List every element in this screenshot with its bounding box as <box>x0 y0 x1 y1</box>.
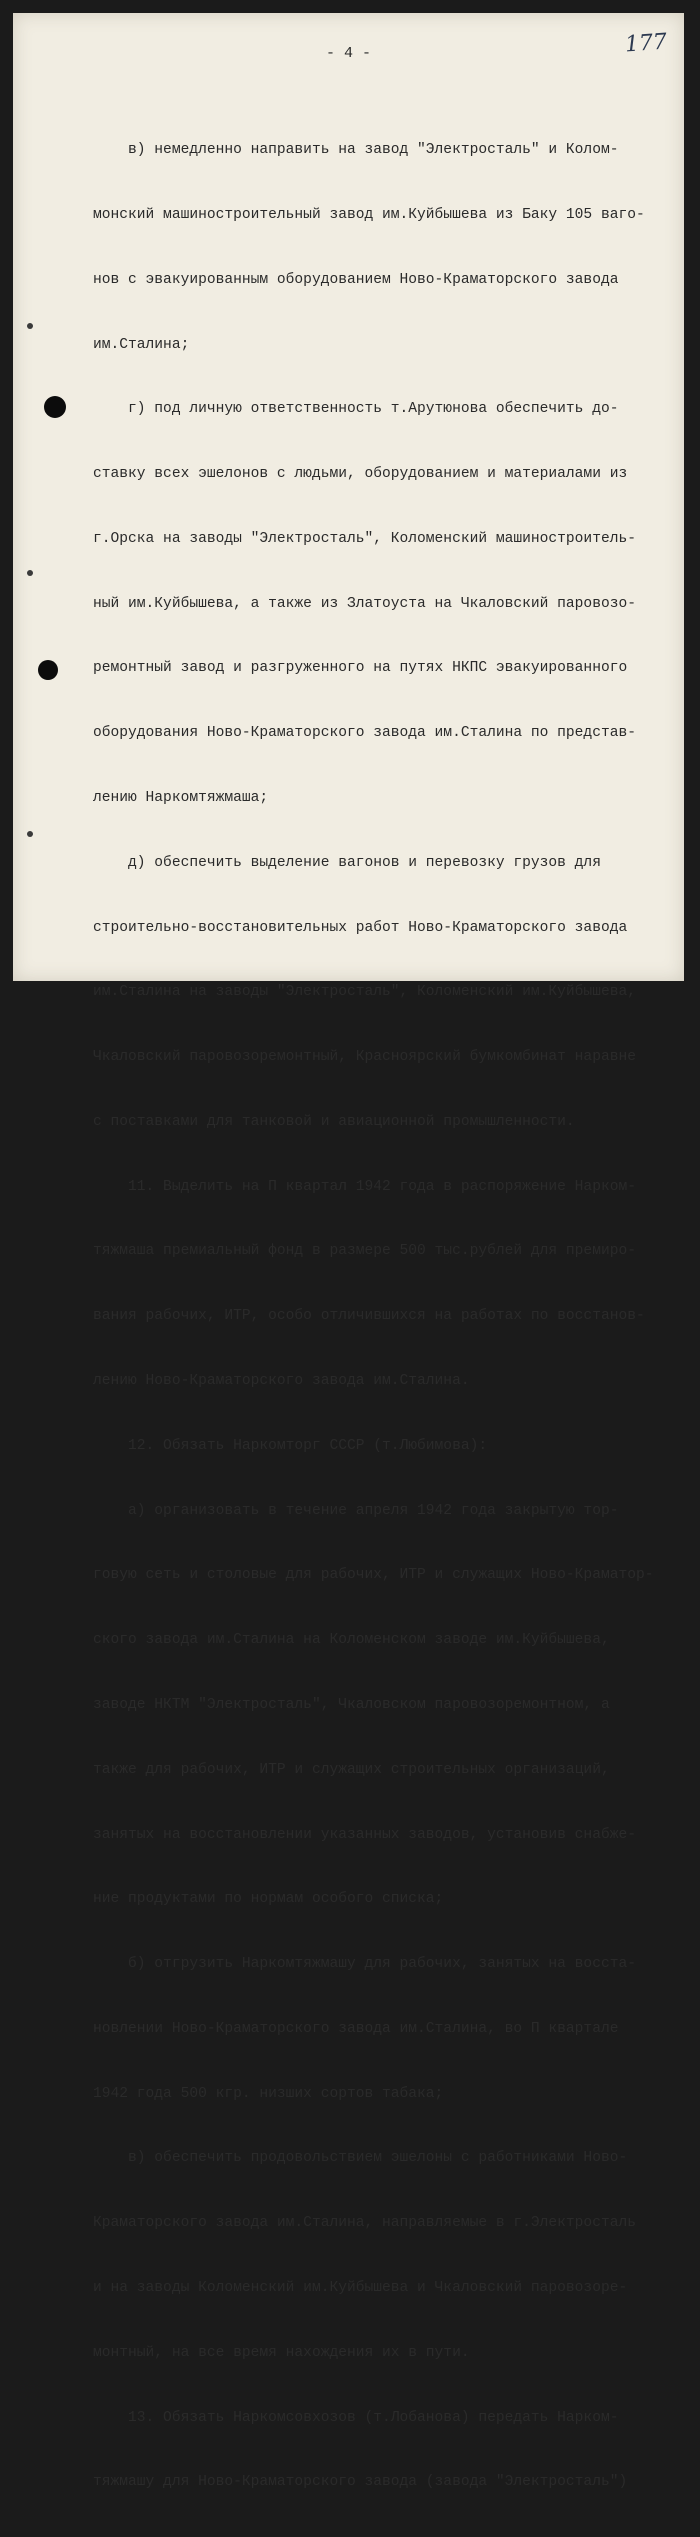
text-line: тяжмаша премиальный фонд в размере 500 тыс.рублей для премиро- <box>93 1243 636 1260</box>
text-line: а) организовать в течение апреля 1942 года закрытую тор- <box>93 1502 619 1519</box>
margin-mark <box>27 323 33 329</box>
text-line: занятых на восстановлении указанных заводов, установив снабже- <box>93 1826 636 1843</box>
text-line: 1942 года 500 кгр. низших сортов табака; <box>93 2085 444 2102</box>
text-line: ние продуктами по нормам особого списка; <box>93 1891 444 1908</box>
text-line: им.Сталина; <box>93 336 190 353</box>
text-line: ный им.Куйбышева, а также из Златоуста на Чкаловский паровозо- <box>93 595 636 612</box>
text-line: в) обеспечить продовольствием эшелоны с работниками Ново- <box>93 2150 628 2167</box>
text-line: монтный, на все время нахождения их в пути. <box>93 2344 470 2361</box>
text-line: 13. Обязать Наркомсовхозов (т.Лобанова) передать Нарком- <box>93 2409 619 2426</box>
text-line: вания рабочих, ИТР, особо отличившихся на работах по восстанов- <box>93 1308 645 1325</box>
text-line: в) немедленно направить на завод "Электросталь" и Колом- <box>93 142 619 159</box>
text-line: г) под личную ответственность т.Арутюнова обеспечить до- <box>93 401 619 418</box>
document-page <box>13 13 684 2491</box>
text-line: лению Наркомтяжмаша; <box>93 790 269 806</box>
text-line: б) отгрузить Наркомтяжмашу для рабочих, занятых на восста- <box>93 1956 636 1973</box>
text-line: лению Ново-Краматорского завода им.Сталина. <box>93 1373 470 1390</box>
text-line: д) обеспечить выделение вагонов и перевозку грузов для <box>93 854 601 871</box>
text-line: Краматорского завода им.Сталина, направляемые в г.Электросталь <box>93 2215 636 2232</box>
text-line: им.Сталина на заводы "Электросталь", Коломенский им.Куйбышева, <box>93 984 636 1001</box>
text-line: г.Орска на заводы "Электросталь", Коломенский машиностроитель- <box>93 530 636 547</box>
binder-hole <box>38 660 58 680</box>
text-line: нов с эвакуированным оборудованием Ново-Краматорского завода <box>93 271 619 288</box>
text-line: также для рабочих, ИТР и служащих строительных организаций, <box>93 1761 610 1778</box>
margin-mark <box>27 831 33 837</box>
text-line: ставку всех эшелонов с людьми, оборудованием и материалами из <box>93 466 628 483</box>
page-number: - 4 - <box>325 45 371 62</box>
text-line: тяжмашу для Ново-Краматорского завода (завода "Электросталь") <box>93 2474 628 2491</box>
text-line: с поставками для танковой и авиационной промышленности. <box>93 1113 575 1130</box>
text-line: говую сеть и столовые для рабочих, ИТР и служащих Ново-Краматор- <box>93 1567 654 1584</box>
margin-mark <box>27 570 33 576</box>
text-line: ского завода им.Сталина на Коломенском заводе им.Куйбышева, <box>93 1632 610 1649</box>
text-line: строительно-восстановительных работ Ново-Краматорского завода <box>93 919 628 936</box>
text-line: Чкаловский паровозоремонтный, Красноярский бумкомбинат наравне <box>93 1049 636 1066</box>
text-line: заводе НКТМ "Электросталь", Чкаловском паровозоремонтном, а <box>93 1696 610 1713</box>
binder-hole <box>44 396 66 418</box>
handwritten-page-annotation: 177 <box>624 29 668 58</box>
text-line: 11. Выделить на П квартал 1942 года в распоряжение Нарком- <box>93 1178 636 1195</box>
typed-body-text <box>93 97 673 2537</box>
text-line: новлении Ново-Краматорского завода им.Сталина, во П квартале <box>93 2020 619 2037</box>
text-line: 12. Обязать Наркомторг СССР (т.Любимова): <box>93 1437 488 1454</box>
text-line: и на заводы Коломенский им.Куйбышева и Чкаловский паровозоре- <box>93 2279 628 2296</box>
text-line: монский машиностроительный завод им.Куйбышева из Баку 105 ваго- <box>93 206 645 223</box>
text-line: ремонтный завод и разгруженного на путях НКПС эвакуированного <box>93 660 628 677</box>
text-line: оборудования Ново-Краматорского завода им.Сталина по представ- <box>93 725 636 742</box>
